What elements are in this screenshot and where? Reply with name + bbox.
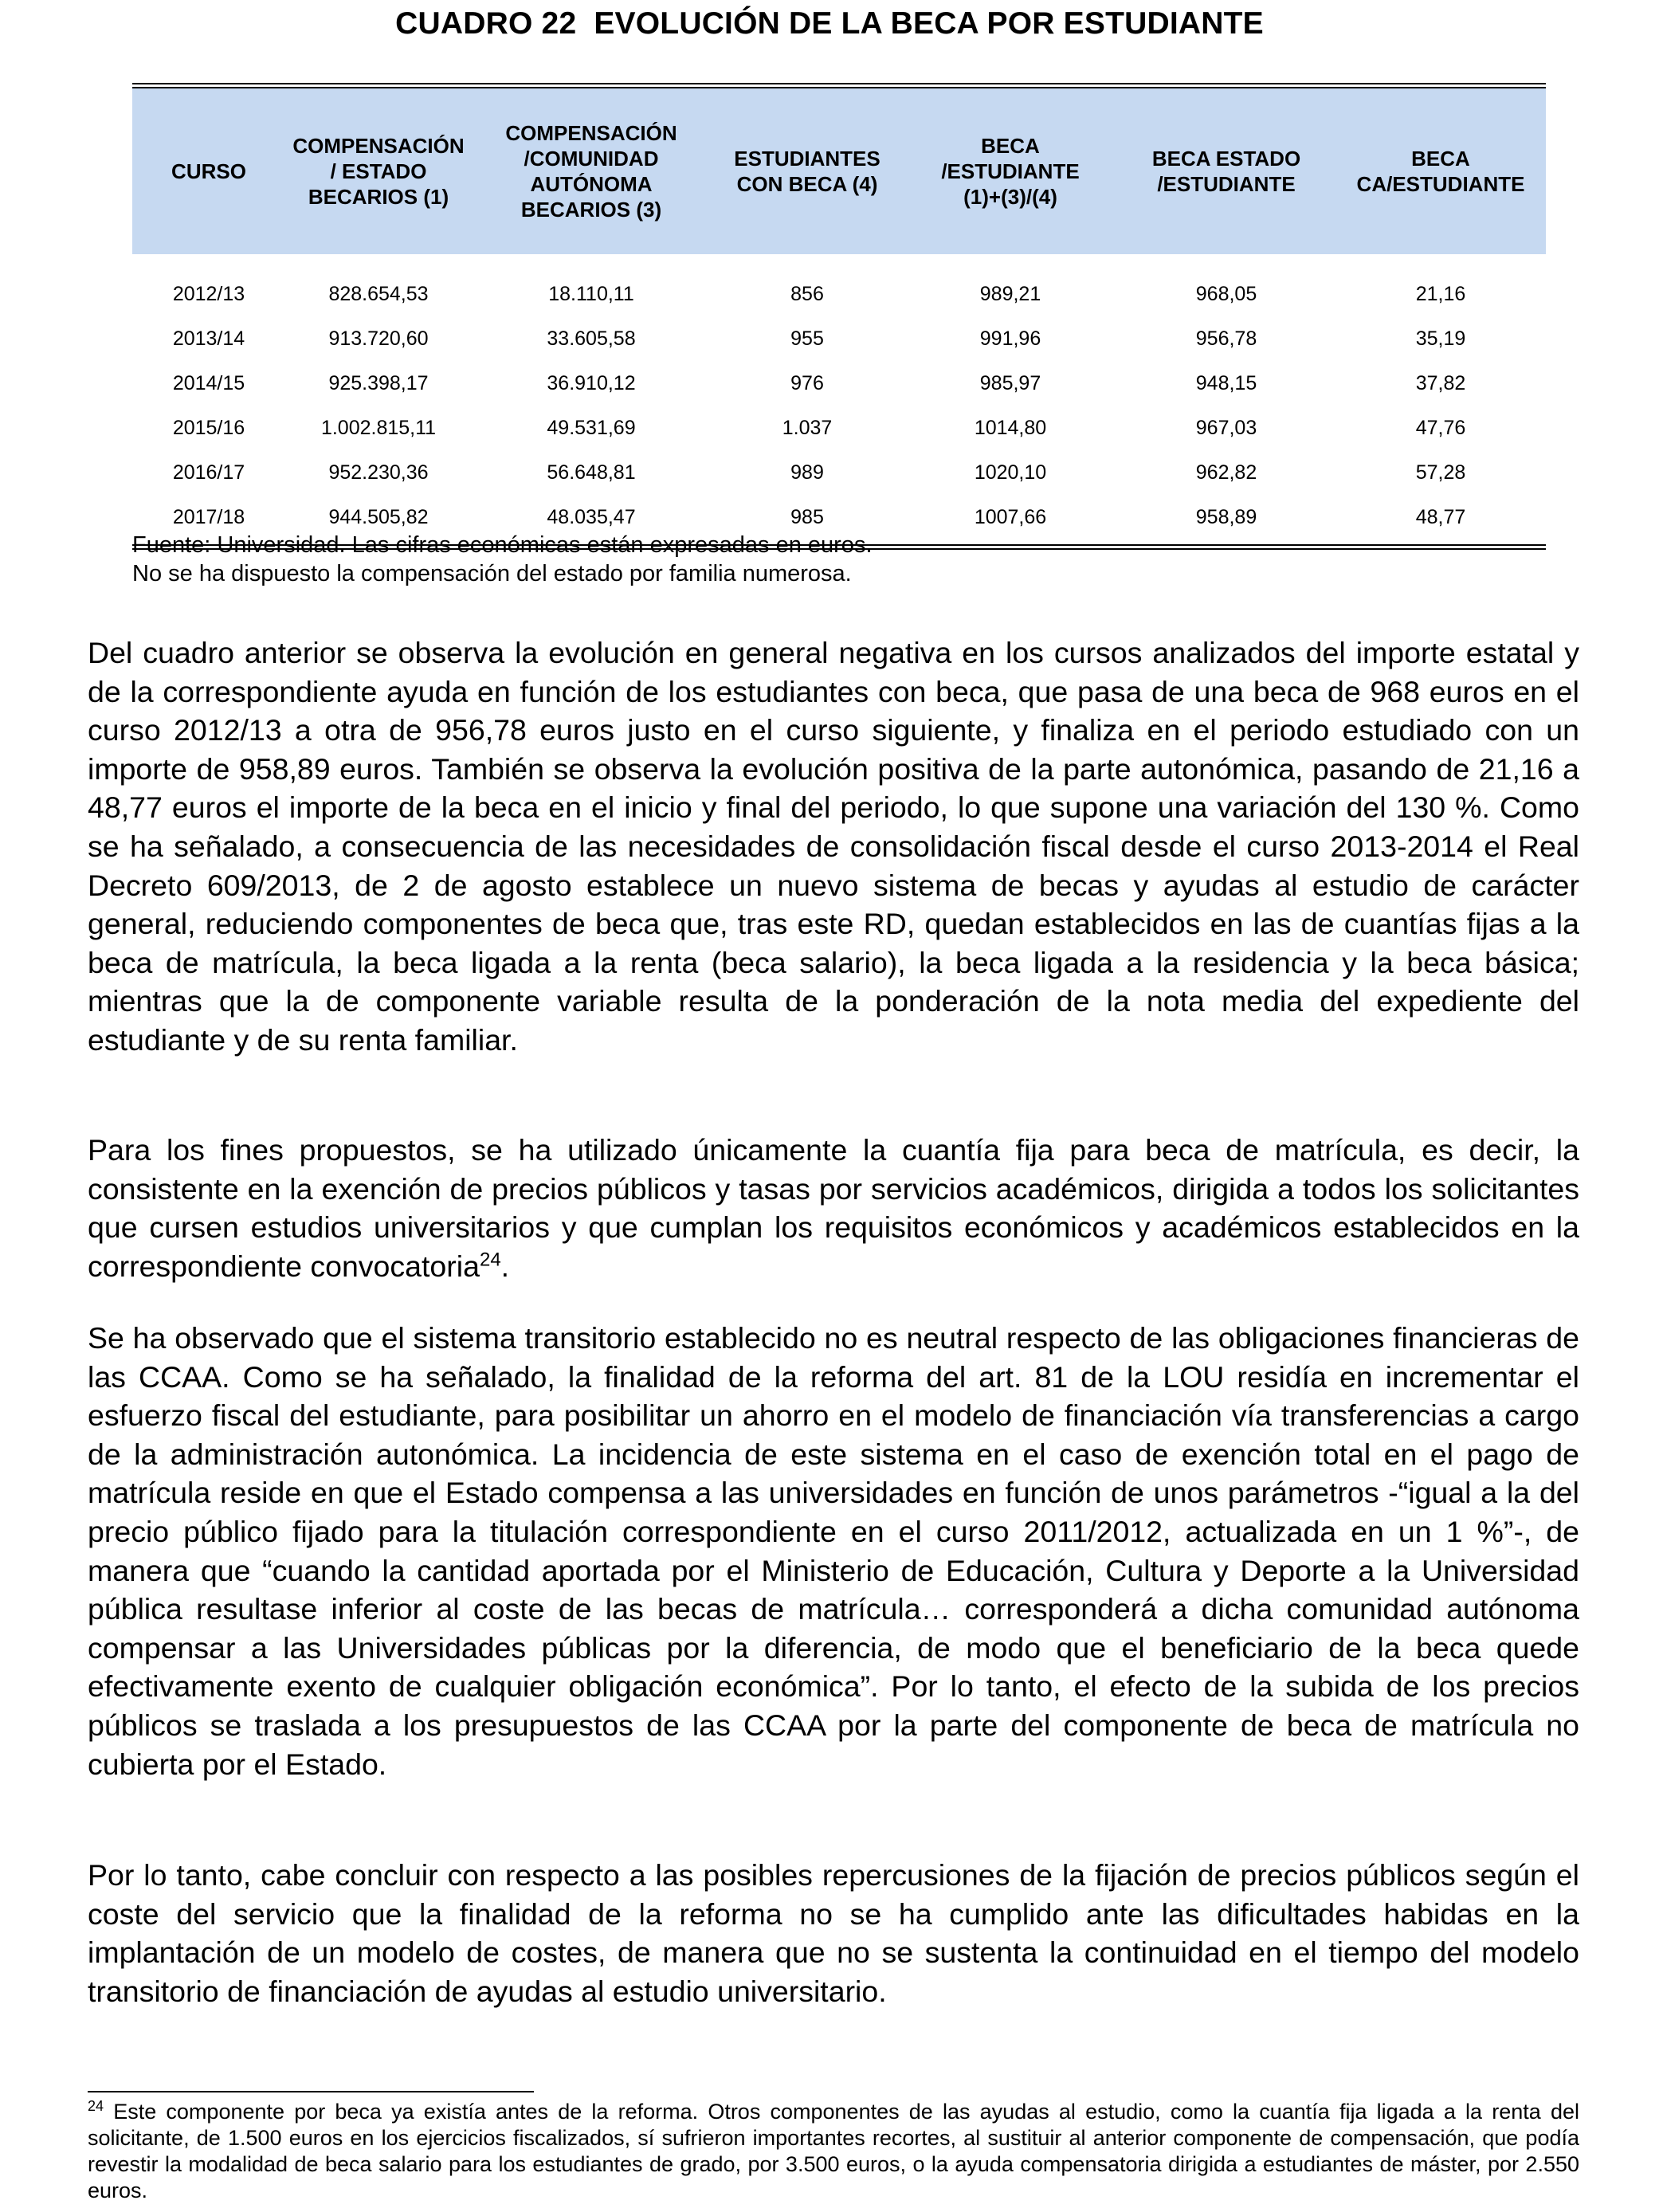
- column-header-line: CA/ESTUDIANTE: [1356, 172, 1525, 196]
- column-header: [285, 133, 472, 210]
- column-header-line: ESTUDIANTES: [734, 147, 880, 171]
- table-cell: 37,82: [1415, 371, 1466, 394]
- table-row: [132, 361, 1546, 406]
- column-header: [1335, 146, 1546, 197]
- table-cell: 47,76: [1415, 416, 1466, 439]
- table-cell: 991,96: [979, 327, 1041, 350]
- table-cell: 944.505,82: [328, 505, 429, 528]
- footnote-separator: [88, 2091, 534, 2092]
- table-row: [132, 272, 1546, 316]
- table-source: [132, 531, 873, 588]
- table-cell: 967,03: [1195, 416, 1257, 439]
- column-header-line: CURSO: [171, 159, 246, 183]
- footnote-number: 24: [88, 2098, 104, 2114]
- table-cell: 21,16: [1415, 282, 1466, 305]
- source-line: Fuente: Universidad. Las cifras económicas están expresadas en euros.: [132, 532, 873, 558]
- paragraph-2: [88, 1131, 1579, 1285]
- table-cell: 948,15: [1195, 371, 1257, 394]
- table-cell: 968,05: [1195, 282, 1257, 305]
- column-header: [1117, 146, 1335, 197]
- column-header: [132, 159, 285, 184]
- table-cell: 18.110,11: [548, 282, 634, 305]
- table-cell: 1007,66: [974, 505, 1047, 528]
- table-cell: 1020,10: [974, 461, 1047, 484]
- table-cell: 828.654,53: [328, 282, 429, 305]
- table-header: [132, 88, 1546, 254]
- paragraph-1: Del cuadro anterior se observa la evolución en general negativa en los cursos analizados del importe estatal y de la correspondiente ayuda en función de los estudiantes con beca, que pasa de una beca de 968 euros en el curso 2012/13 a otra de 956,78 euros justo en el curso siguiente, y finaliza en el periodo estudiado con un importe de 958,89 euros. También se observa la evolución positiva de la parte autonómica, pasando de 21,16 a 48,77 euros el importe de la beca en el inicio y final del periodo, lo que supone una variación del 130 %. Como se ha señalado, a consecuencia de las necesidades de consolidación fiscal desde el curso 2013-2014 el Real Decreto 609/2013, de 2 de agosto establece un nuevo sistema de becas y ayudas al estudio de carácter general, reduciendo componentes de beca que, tras este RD, quedan establecidos en las de cuantías fijas a la beca de matrícula, la beca ligada a la renta (beca salario), la beca ligada a la residencia y la beca básica; mientras que la de componente variable resulta de la ponderación de la nota media del expediente del estudiante y de su renta familiar.: [88, 636, 1579, 1057]
- table-cell: 57,28: [1415, 461, 1466, 484]
- table-body: [132, 272, 1546, 539]
- table-cell: 985: [790, 505, 824, 528]
- table-cell: 925.398,17: [328, 371, 429, 394]
- table-cell: 2016/17: [172, 461, 245, 484]
- table-cell: 2014/15: [172, 371, 245, 394]
- column-header-line: /ESTUDIANTE: [1157, 172, 1296, 196]
- column-header-line: (1)+(3)/(4): [963, 185, 1057, 209]
- table-row: [132, 316, 1546, 361]
- table-number: CUADRO 22: [395, 6, 577, 41]
- table-cell: 952.230,36: [328, 461, 429, 484]
- column-header: [472, 120, 711, 222]
- table-title: [0, 6, 1659, 41]
- table-cell: 958,89: [1195, 505, 1257, 528]
- column-header-line: COMPENSACIÓN: [292, 134, 465, 158]
- column-header-line: CON BECA (4): [736, 172, 878, 196]
- table-row: [132, 406, 1546, 450]
- paragraph-2-end: .: [500, 1249, 510, 1283]
- column-header-line: BECA: [1411, 147, 1470, 171]
- table-cell: 856: [790, 282, 824, 305]
- paragraph-2-text: Para los fines propuestos, se ha utilizado únicamente la cuantía fija para beca de matrícula, es decir, la consistente en la exención de precios públicos y tasas por servicios académicos, dirigida a todos los solicitantes que cursen estudios universitarios y que cumplan los requisitos económicos y académicos establecidos en la correspondiente convocatoria: [88, 1133, 1579, 1283]
- table-cell: 989: [790, 461, 824, 484]
- column-header-line: BECARIOS (3): [520, 198, 662, 222]
- footnote-text: Este componente por beca ya existía antes de la reforma. Otros componentes de las ayudas al estudio, como la cuantía fija ligada a la renta del solicitante, de 1.500 euros en los ejercicios fiscalizados, sí sufrieron importantes recortes, al sustituir al anterior componente de compensación, que podía revestir la modalidad de beca salario para los estudiantes de grado, por 3.500 euros, o la ayuda compensatoria dirigida a estudiantes de máster, por 2.550 euros.: [88, 2100, 1579, 2202]
- table-cell: 49.531,69: [547, 416, 636, 439]
- table-cell: 956,78: [1195, 327, 1257, 350]
- table-cell: 913.720,60: [328, 327, 429, 350]
- table-cell: 2012/13: [172, 282, 245, 305]
- table-cell: 962,82: [1195, 461, 1257, 484]
- table-top-rule: [132, 83, 1546, 88]
- footnote-ref[interactable]: 24: [479, 1249, 501, 1271]
- paragraph-3: Se ha observado que el sistema transitorio establecido no es neutral respecto de las obligaciones financieras de las CCAA. Como se ha señalado, la finalidad de la reforma del art. 81 de la LOU residía en incrementar el esfuerzo fiscal del estudiante, para posibilitar un ahorro en el modelo de financiación vía transferencias a cargo de la administración autonómica. La incidencia de este sistema en el caso de exención total en el pago de matrícula reside en que el Estado compensa a las universidades en función de unos parámetros -“igual a la del precio público fijado para la titulación correspondiente en el curso 2011/2012, actualizada en un 1 %”-, de manera que “cuando la cantidad aportada por el Ministerio de Educación, Cultura y Deporte a la Universidad pública resultase inferior al coste de las becas de matrícula… corresponderá a dicha comunidad autónoma compensar a las Universidades públicas por la diferencia, de modo que el beneficiario de la beca quede efectivamente exento de cualquier obligación económica”. Por lo tanto, el efecto de la subida de los precios públicos se traslada a los presupuestos de las CCAA por la parte del componente de beca de matrícula no cubierta por el Estado.: [88, 1321, 1579, 1781]
- table-cell: 1014,80: [974, 416, 1047, 439]
- column-header-line: /ESTUDIANTE: [941, 159, 1080, 183]
- table-cell: 33.605,58: [547, 327, 636, 350]
- column-header-line: AUTÓNOMA: [530, 172, 653, 196]
- paragraph-4: Por lo tanto, cabe concluir con respecto a las posibles repercusiones de la fijación de precios públicos según el coste del servicio que la finalidad de la reforma no se ha cumplido ante las dificultades habidas en la implantación de un modelo de costes, de manera que no se sustenta la continuidad en el tiempo del modelo transitorio de financiación de ayudas al estudio universitario.: [88, 1858, 1579, 2008]
- table-cell: 1.002.815,11: [320, 416, 437, 439]
- table-cell: 2015/16: [172, 416, 245, 439]
- column-header-line: COMPENSACIÓN: [505, 121, 677, 145]
- column-header: [904, 133, 1117, 210]
- column-header-line: / ESTADO: [330, 159, 427, 183]
- table-cell: 955: [790, 327, 824, 350]
- table-cell: 48.035,47: [547, 505, 636, 528]
- column-header-line: /COMUNIDAD: [524, 147, 659, 171]
- table-cell: 976: [790, 371, 824, 394]
- column-header-line: BECA ESTADO: [1151, 147, 1301, 171]
- footnote: [88, 2099, 1579, 2204]
- table-cell: 2017/18: [172, 505, 245, 528]
- table-cell: 989,21: [979, 282, 1041, 305]
- source-line: No se ha dispuesto la compensación del estado por familia numerosa.: [132, 561, 852, 586]
- table-title-text: EVOLUCIÓN DE LA BECA POR ESTUDIANTE: [594, 6, 1264, 41]
- column-header-line: BECARIOS (1): [308, 185, 449, 209]
- table-cell: 48,77: [1415, 505, 1466, 528]
- table-cell: 36.910,12: [547, 371, 636, 394]
- table-cell: 2013/14: [172, 327, 245, 350]
- table-cell: 56.648,81: [547, 461, 636, 484]
- scholarship-table: [132, 83, 1546, 550]
- table-row: [132, 450, 1546, 495]
- table-cell: 35,19: [1415, 327, 1466, 350]
- column-header-line: BECA: [981, 134, 1040, 158]
- table-cell: 1.037: [782, 416, 833, 439]
- table-cell: 985,97: [979, 371, 1041, 394]
- column-header: [711, 146, 904, 197]
